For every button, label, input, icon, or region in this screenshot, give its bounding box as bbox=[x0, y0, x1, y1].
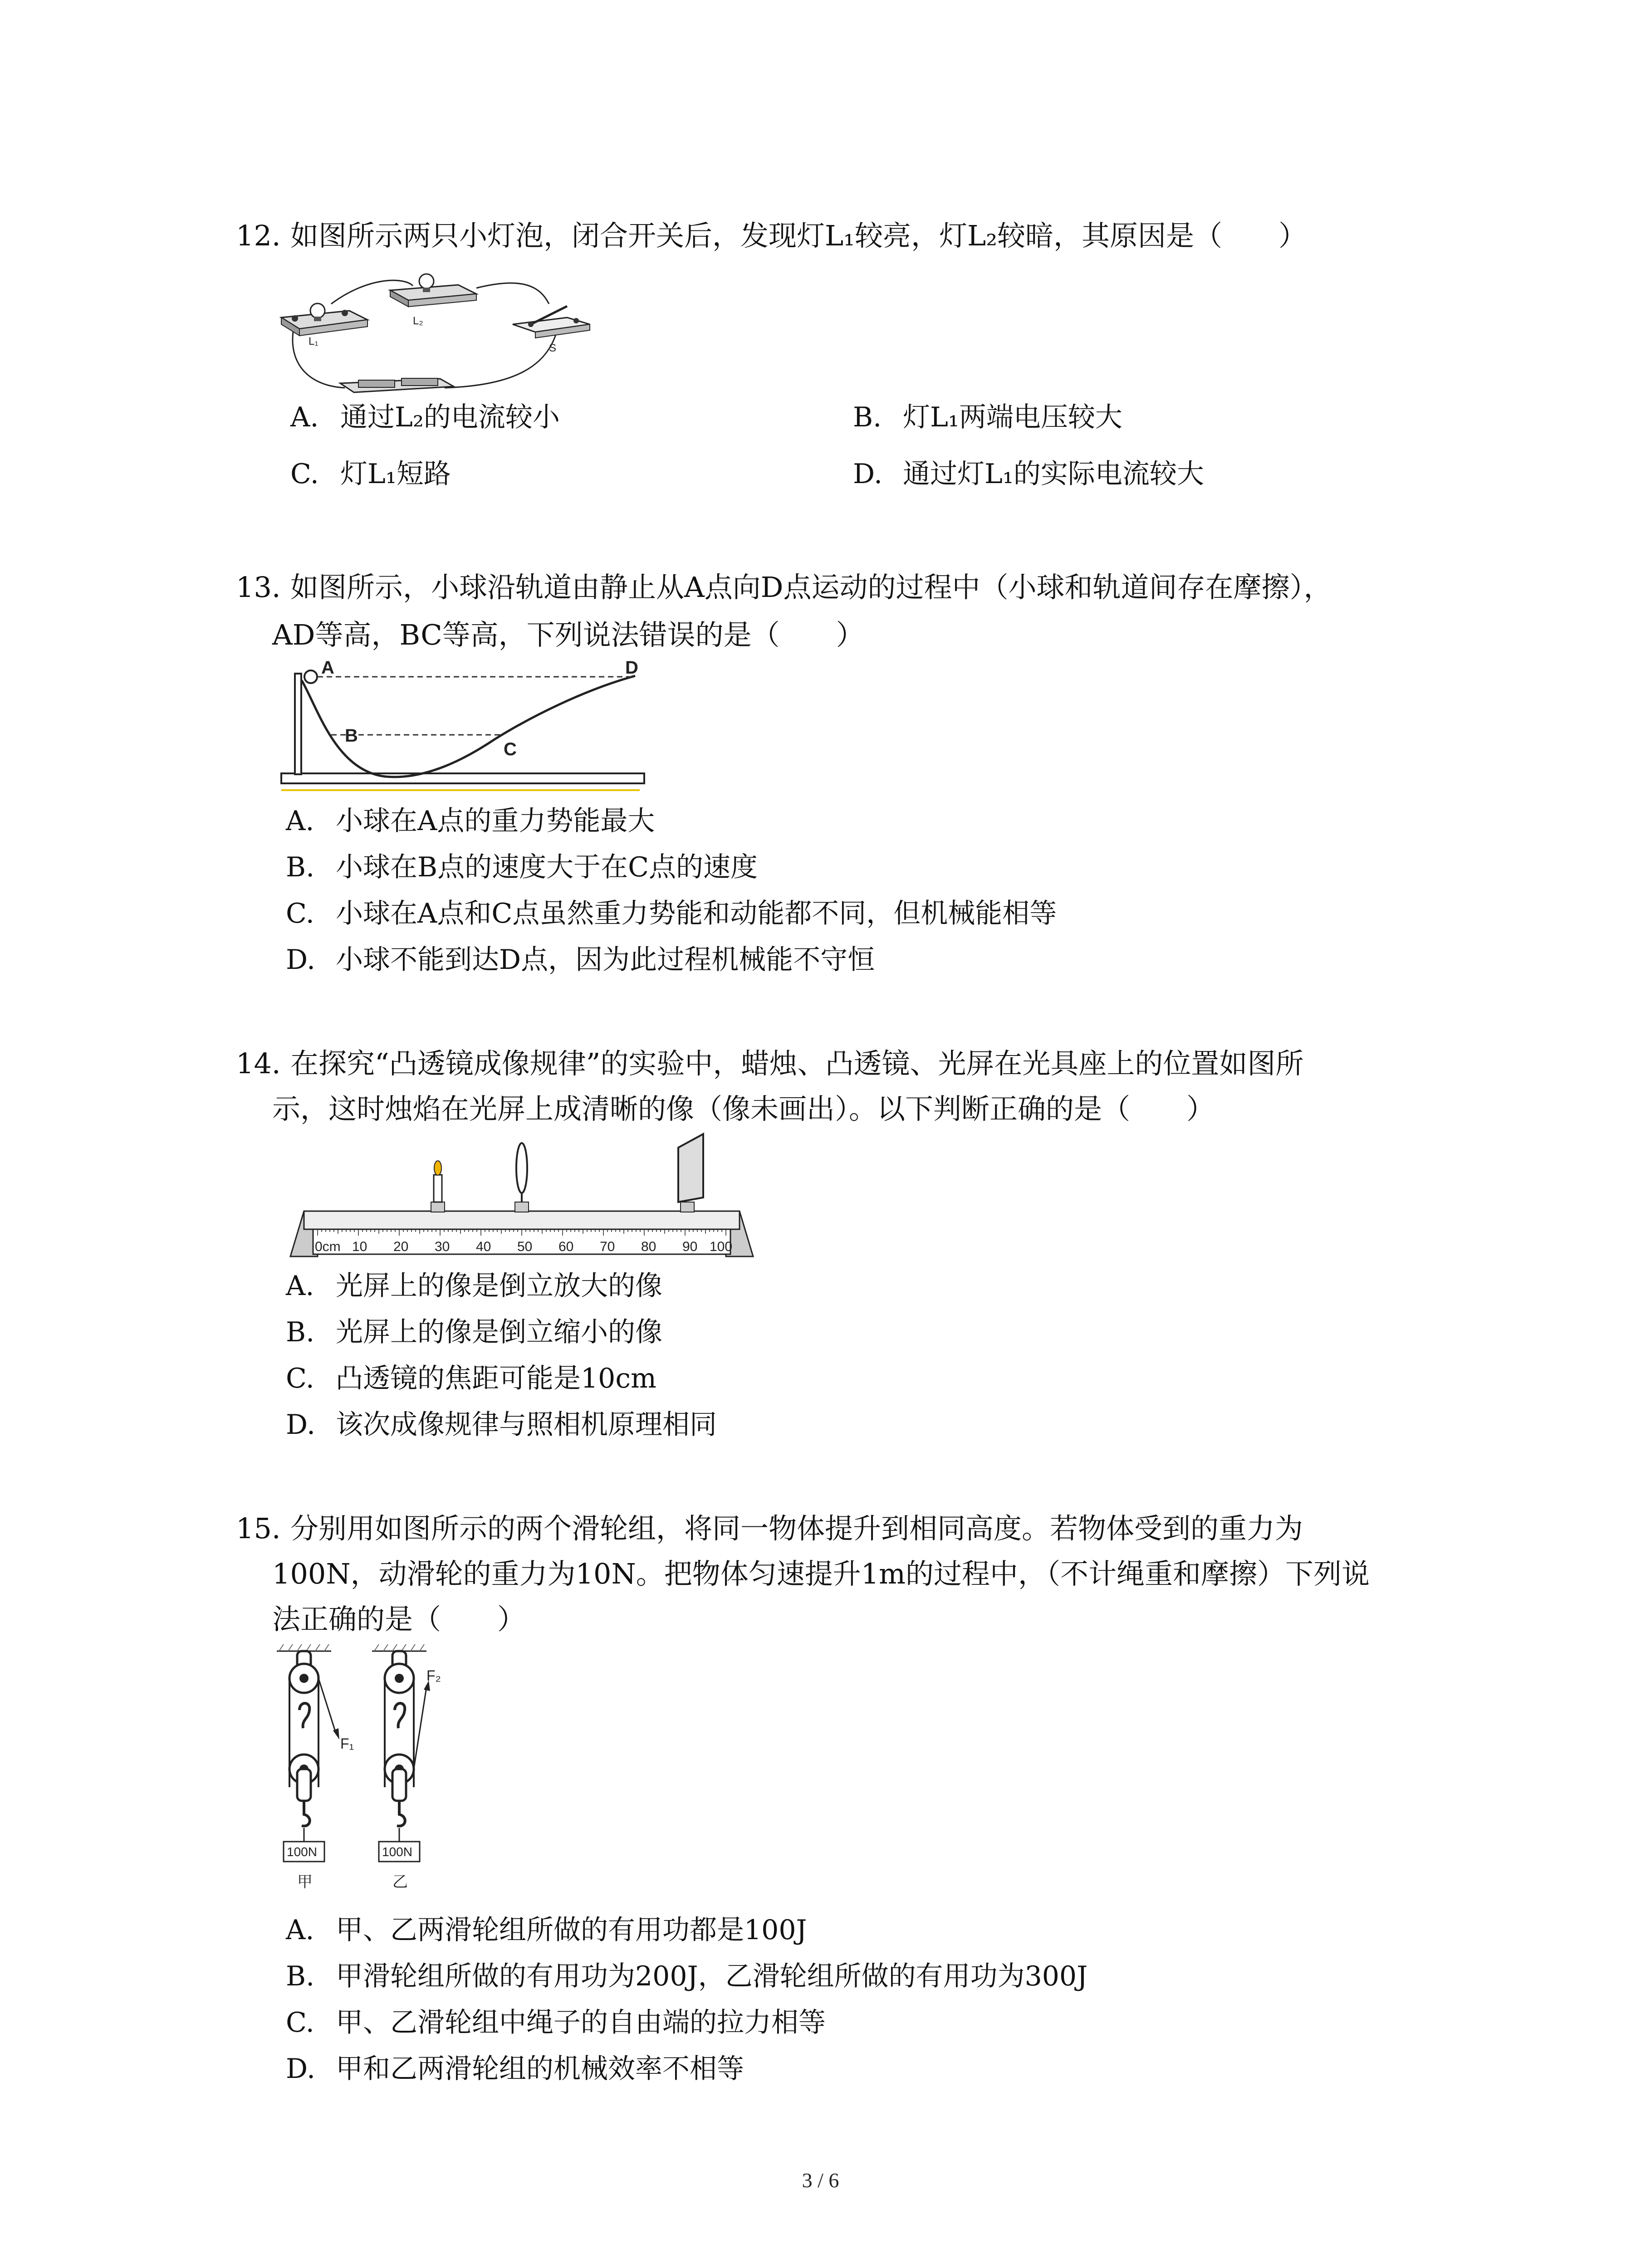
q13-label-A: A bbox=[321, 658, 334, 678]
q14-tick-80: 80 bbox=[641, 1239, 656, 1254]
q15-option-a-letter: A. bbox=[286, 1914, 314, 1946]
q12-option-a-text: 通过L₂的电流较小 bbox=[340, 401, 560, 433]
q12-option-b[interactable] bbox=[853, 399, 1122, 435]
q14-tick-30: 30 bbox=[435, 1239, 450, 1254]
q15-label-jia: 甲 bbox=[297, 1873, 313, 1891]
q15-option-a[interactable] bbox=[286, 1912, 807, 1948]
q15-option-a-text: 甲、乙两滑轮组所做的有用功都是100J bbox=[336, 1914, 807, 1946]
q14-tick-0: 0cm bbox=[315, 1239, 341, 1254]
q14-tick-10: 10 bbox=[352, 1239, 367, 1254]
q13-stem-line-1: 如图所示，小球沿轨道由静止从A点向D点运动的过程中（小球和轨道间存在摩擦）， bbox=[290, 571, 1332, 604]
q15-option-b-letter: B. bbox=[286, 1960, 315, 1992]
q12-label-L2: L₂ bbox=[413, 315, 423, 327]
q13-option-d[interactable] bbox=[286, 942, 875, 978]
q15-option-b[interactable] bbox=[286, 1958, 1087, 1994]
q13-option-b[interactable] bbox=[286, 849, 758, 885]
q13-label-C: C bbox=[504, 739, 517, 759]
q12-circuit-figure bbox=[277, 268, 603, 404]
q15-weight-label-jia: 100N bbox=[287, 1845, 317, 1859]
q14-convex-lens bbox=[515, 1143, 529, 1212]
q13-number: 13. bbox=[236, 571, 281, 604]
q13-option-b-text: 小球在B点的速度大于在C点的速度 bbox=[336, 851, 758, 883]
q12-option-c[interactable] bbox=[290, 456, 451, 492]
q13-option-b-letter: B. bbox=[286, 851, 315, 883]
q12-label-L1: L₁ bbox=[309, 335, 318, 347]
q12-option-c-text: 灯L₁短路 bbox=[340, 458, 451, 490]
q12-option-b-text: 灯L₁两端电压较大 bbox=[903, 401, 1122, 433]
q15-weight-label-yi: 100N bbox=[382, 1845, 412, 1859]
q14-option-c-text: 凸透镜的焦距可能是10cm bbox=[336, 1363, 656, 1394]
q15-option-b-text: 甲滑轮组所做的有用功为200J，乙滑轮组所做的有用功为300J bbox=[336, 1960, 1088, 1992]
q14-tick-20: 20 bbox=[393, 1239, 409, 1254]
q14-option-a-letter: A. bbox=[286, 1270, 314, 1302]
q14-option-b-text: 光屏上的像是倒立缩小的像 bbox=[336, 1316, 662, 1348]
q14-option-b[interactable] bbox=[286, 1314, 662, 1350]
q12-option-d-letter: D. bbox=[853, 458, 883, 490]
q12-option-a-letter: A. bbox=[290, 401, 319, 433]
q15-label-F2: F₂ bbox=[426, 1667, 441, 1684]
q14-tick-100: 100 bbox=[710, 1239, 733, 1254]
q14-stem-line-2: 示，这时烛焰在光屏上成清晰的像（像未画出）。以下判断正确的是（ ） bbox=[272, 1092, 1215, 1125]
q13-option-a-letter: A. bbox=[286, 805, 314, 837]
q15-pulley-figure bbox=[272, 1642, 472, 1896]
q14-option-d-text: 该次成像规律与照相机原理相同 bbox=[336, 1409, 717, 1441]
page-number: 3 / 6 bbox=[802, 2169, 839, 2192]
q13-option-d-text: 小球不能到达D点，因为此过程机械能不守恒 bbox=[336, 944, 875, 976]
q15-option-c-text: 甲、乙滑轮组中绳子的自由端的拉力相等 bbox=[336, 2007, 826, 2038]
q14-option-a-text: 光屏上的像是倒立放大的像 bbox=[336, 1270, 662, 1302]
q13-option-c[interactable] bbox=[286, 895, 1057, 932]
q15-pulley-system-yi bbox=[379, 1651, 441, 1891]
q14-screen bbox=[678, 1134, 703, 1212]
q12-option-d-text: 通过灯L₁的实际电流较大 bbox=[903, 458, 1204, 490]
q12-option-a[interactable] bbox=[290, 399, 560, 435]
q14-candle bbox=[431, 1161, 445, 1212]
q14-tick-50: 50 bbox=[517, 1239, 533, 1254]
q14-tick-70: 70 bbox=[600, 1239, 615, 1254]
q12-option-c-letter: C. bbox=[290, 458, 319, 490]
q14-tick-40: 40 bbox=[476, 1239, 491, 1254]
q15-option-c[interactable] bbox=[286, 2004, 826, 2041]
q12-label-S: S bbox=[549, 342, 557, 354]
q12-number: 12. bbox=[236, 219, 281, 252]
q15-pulley-system-jia bbox=[284, 1651, 354, 1891]
q14-option-c-letter: C. bbox=[286, 1363, 314, 1394]
q14-option-c[interactable] bbox=[286, 1360, 656, 1397]
q13-track-figure bbox=[277, 658, 653, 803]
q15-option-d-letter: D. bbox=[286, 2053, 316, 2085]
q14-option-d[interactable] bbox=[286, 1407, 717, 1443]
q15-option-d-text: 甲和乙两滑轮组的机械效率不相等 bbox=[336, 2053, 744, 2085]
q15-label-F1: F₁ bbox=[340, 1735, 354, 1752]
q14-option-d-letter: D. bbox=[286, 1409, 316, 1441]
q12-option-d[interactable] bbox=[853, 456, 1204, 492]
q12-option-b-letter: B. bbox=[853, 401, 882, 433]
q13-option-c-text: 小球在A点和C点虽然重力势能和动能都不同，但机械能相等 bbox=[336, 898, 1057, 929]
q14-number: 14. bbox=[236, 1047, 281, 1080]
q13-stem-line-2: AD等高，BC等高，下列说法错误的是（ ） bbox=[272, 618, 864, 651]
q13-label-B: B bbox=[345, 726, 358, 746]
q14-option-b-letter: B. bbox=[286, 1316, 315, 1348]
q14-stem-line-1: 在探究“凸透镜成像规律”的实验中，蜡烛、凸透镜、光屏在光具座上的位置如图所 bbox=[290, 1047, 1304, 1080]
q13-option-a-text: 小球在A点的重力势能最大 bbox=[336, 805, 655, 837]
q12-stem: 如图所示两只小灯泡，闭合开关后，发现灯L₁较亮，灯L₂较暗，其原因是（ ） bbox=[290, 219, 1307, 252]
q15-stem-line-3: 法正确的是（ ） bbox=[272, 1603, 526, 1636]
q15-option-c-letter: C. bbox=[286, 2007, 314, 2038]
q14-option-a[interactable] bbox=[286, 1268, 662, 1304]
q13-option-c-letter: C. bbox=[286, 898, 314, 929]
q15-stem-line-1: 分别用如图所示的两个滑轮组，将同一物体提升到相同高度。若物体受到的重力为 bbox=[290, 1512, 1303, 1545]
q14-optical-bench-figure bbox=[286, 1129, 762, 1261]
q15-option-d[interactable] bbox=[286, 2051, 744, 2087]
q13-option-d-letter: D. bbox=[286, 944, 316, 976]
q13-option-a[interactable] bbox=[286, 803, 655, 839]
q15-stem-line-2: 100N，动滑轮的重力为10N。把物体匀速提升1m的过程中，（不计绳重和摩擦）下列说 bbox=[272, 1557, 1370, 1590]
q14-tick-90: 90 bbox=[682, 1239, 698, 1254]
q13-label-D: D bbox=[625, 658, 638, 678]
q15-label-yi: 乙 bbox=[392, 1873, 408, 1891]
q15-number: 15. bbox=[236, 1512, 281, 1545]
q14-tick-60: 60 bbox=[558, 1239, 574, 1254]
